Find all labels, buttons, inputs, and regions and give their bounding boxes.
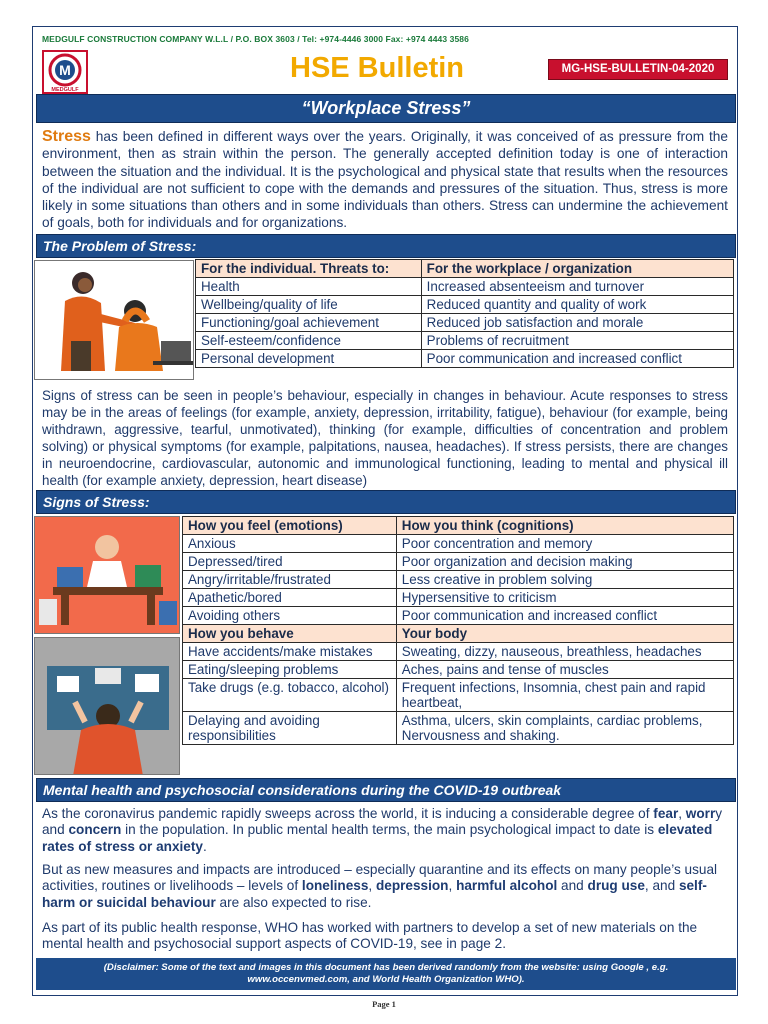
table-cell: Eating/sleeping problems — [183, 661, 397, 679]
disclaimer-line-1: (Disclaimer: Some of the text and images in this document has been derived randomly from the website: using Google , e.g. — [103, 962, 669, 973]
body-text: in the population. In public mental health terms, the main psychological impact to date is — [121, 822, 658, 838]
emphasis-text: harmful alcohol — [456, 878, 558, 894]
behave-header: How you behave — [183, 625, 397, 643]
signs-behave-header-row — [183, 625, 734, 643]
table-cell: Self-esteem/confidence — [196, 332, 422, 350]
table-row — [196, 278, 734, 296]
intro-paragraph — [42, 128, 728, 232]
table-cell: Anxious — [183, 535, 397, 553]
table-row — [183, 661, 734, 679]
signs-table — [182, 516, 734, 745]
table-cell: Health — [196, 278, 422, 296]
company-line: MEDGULF CONSTRUCTION COMPANY W.L.L / P.O. BOX 3603 / Tel: +974-4446 3000 Fax: +974 4443 3586 — [42, 34, 469, 44]
emphasis-text: elevated rates of stress or anxiety — [42, 822, 713, 854]
table-row — [196, 350, 734, 368]
problem-table-header — [196, 260, 734, 278]
table-cell: Personal development — [196, 350, 422, 368]
body-text: , and — [644, 878, 679, 894]
signs-heading: Signs of Stress: — [36, 490, 736, 514]
table-cell: Poor communication and increased conflict — [396, 607, 733, 625]
table-row — [196, 332, 734, 350]
table-row — [183, 643, 734, 661]
think-header: How you think (cognitions) — [396, 517, 733, 535]
table-cell: Wellbeing/quality of life — [196, 296, 422, 314]
table-row — [196, 314, 734, 332]
emphasis-text: loneliness — [301, 878, 369, 894]
table-cell: Less creative in problem solving — [396, 571, 733, 589]
workplace-stress-title: “Workplace Stress” — [36, 94, 736, 123]
table-cell: Delaying and avoiding responsibilities — [183, 712, 397, 745]
table-cell: Have accidents/make mistakes — [183, 643, 397, 661]
table-cell: Reduced quantity and quality of work — [421, 296, 733, 314]
body-header: Your body — [396, 625, 733, 643]
problem-heading: The Problem of Stress: — [36, 234, 736, 258]
body-text: , — [678, 806, 686, 821]
table-cell: Increased absenteeism and turnover — [421, 278, 733, 296]
body-text: As the coronavirus pandemic rapidly sweeps across the world, it is inducing a considerable degree of — [42, 806, 654, 821]
table-row — [183, 589, 734, 607]
table-cell: Take drugs (e.g. tobacco, alcohol) — [183, 679, 397, 712]
emphasis-text: concern — [68, 822, 122, 838]
table-cell: Frequent infections, Insomnia, chest pain and rapid heartbeat, — [396, 679, 733, 712]
body-text: , — [448, 878, 457, 894]
stressed-worker-topdown-illustration — [34, 637, 180, 775]
medgulf-logo — [42, 50, 88, 94]
bulletin-code: MG-HSE-BULLETIN-04-2020 — [548, 59, 728, 80]
intro-text: has been defined in different ways over the years. Originally, it was conceived of as pressure from the environment, then as strain within the person. The generally accepted definition today is one of interaction between the situation and the individual. It is the psychological and physical state that results when the resources of the individual are not sufficient to cope with the demands and pressures of the situation. Thus, stress is more likely in some situations than others and in some individuals than others. Stress can undermine the achievement of goals, both for individuals and for organizations. — [42, 129, 728, 231]
emphasis-text: drug use — [587, 878, 645, 894]
table-cell: Hypersensitive to criticism — [396, 589, 733, 607]
table-cell: Asthma, ulcers, skin complaints, cardiac problems, Nervousness and shaking. — [396, 712, 733, 745]
table-cell: Functioning/goal achievement — [196, 314, 422, 332]
table-cell: Apathetic/bored — [183, 589, 397, 607]
covid-paragraph-3: As part of its public health response, WHO has worked with partners to develop a set of new materials on the mental health and psychosocial support aspects of COVID-19, see in page 2. — [42, 920, 698, 952]
bulletin-title: HSE Bulletin — [290, 52, 465, 84]
table-cell: Reduced job satisfaction and morale — [421, 314, 733, 332]
table-cell: Depressed/tired — [183, 553, 397, 571]
emphasis-text: fear — [653, 806, 679, 821]
body-text: y and — [42, 806, 723, 838]
table-cell: Poor organization and decision making — [396, 553, 733, 571]
workplace-header: For the workplace / organization — [421, 260, 733, 278]
body-text: . — [202, 838, 207, 854]
overworked-desk-illustration — [34, 516, 180, 634]
emphasis-text: self-harm or suicidal behaviour — [42, 878, 707, 910]
table-row — [183, 712, 734, 745]
feel-header: How you feel (emotions) — [183, 517, 397, 535]
table-row — [196, 296, 734, 314]
body-text: are also expected to rise. — [215, 894, 372, 910]
table-cell: Sweating, dizzy, nauseous, breathless, headaches — [396, 643, 733, 661]
table-row — [183, 553, 734, 571]
table-cell: Problems of recruitment — [421, 332, 733, 350]
svg-text:M: M — [59, 62, 71, 78]
covid-paragraph-1 — [42, 806, 728, 855]
page-number: Page 1 — [372, 999, 396, 1009]
emphasis-text: depression — [375, 878, 449, 894]
table-row — [183, 571, 734, 589]
disclaimer-line-2: www.occenvmed.com, and World Health Organization WHO). — [247, 974, 525, 985]
body-text: and — [557, 878, 588, 894]
body-text: , — [368, 878, 376, 894]
emphasis-text: worr — [685, 806, 716, 821]
signs-feel-header-row — [183, 517, 734, 535]
table-row — [183, 535, 734, 553]
svg-text:MEDGULF: MEDGULF — [51, 87, 79, 93]
table-cell: Poor concentration and memory — [396, 535, 733, 553]
disclaimer — [36, 958, 736, 990]
signs-paragraph: Signs of stress can be seen in people’s behaviour, especially in changes in behaviour. Acute responses to stress may be in the areas of feelings (for example, anxiety, depression, irritability, fatigue), behaviour (for example, being withdrawn, aggressive, tearful, unmotivated), thinking (for example, difficulties of concentration and problem solving) or physical symptoms (for example, palpitations, nausea, headaches). If stress persists, there are changes in neuroendocrine, cardiovascular, autonomic and immunological functioning, leading to mental and physical ill health (for example anxiety, depression, heart disease) — [42, 388, 728, 488]
table-row — [183, 607, 734, 625]
stressed-workers-illustration — [34, 260, 194, 380]
table-cell: Poor communication and increased conflict — [421, 350, 733, 368]
body-text: But as new measures and impacts are introduced – especially quarantine and its effects on many people’s usual activities, routines or livelihoods – levels of — [42, 862, 718, 894]
table-cell: Avoiding others — [183, 607, 397, 625]
intro-lead-word: Stress — [42, 128, 91, 145]
individual-header: For the individual. Threats to: — [196, 260, 422, 278]
problem-table — [195, 259, 734, 368]
table-row — [183, 679, 734, 712]
table-cell: Aches, pains and tense of muscles — [396, 661, 733, 679]
table-cell: Angry/irritable/frustrated — [183, 571, 397, 589]
covid-paragraph-2 — [42, 862, 728, 911]
covid-heading: Mental health and psychosocial considerations during the COVID-19 outbreak — [36, 778, 736, 802]
